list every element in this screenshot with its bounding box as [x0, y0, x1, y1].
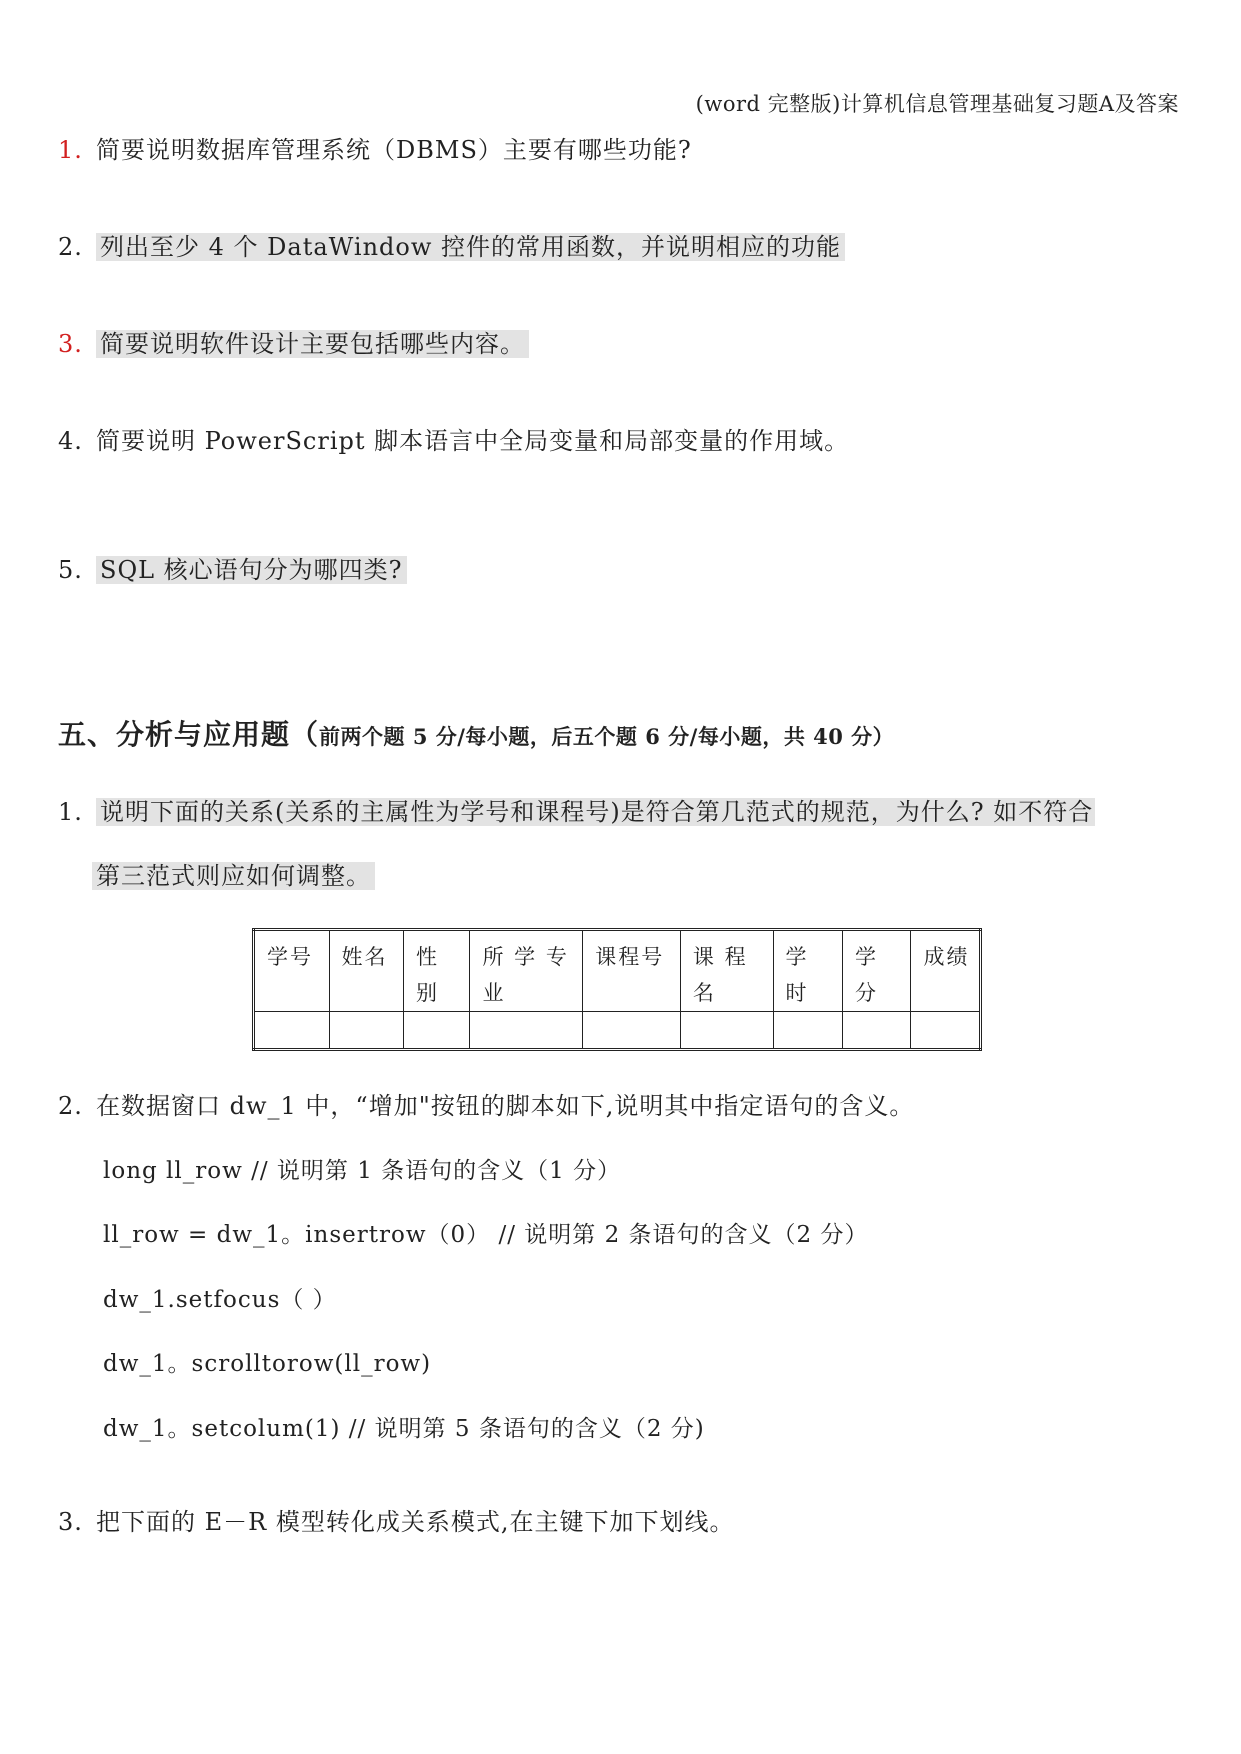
table-header-cell: 学 时 [773, 930, 842, 1012]
analysis-question-1-line-1 [58, 794, 1095, 830]
analysis-question-1-line-2 [92, 858, 375, 894]
table-header-cell: 成绩 [911, 930, 981, 1012]
analysis-question-3-text: 把下面的 E－R 模型转化成关系模式,在主键下加下划线。 [96, 1508, 735, 1536]
table-header-cell: 课 程 名 [680, 930, 773, 1012]
table-header-cell: 课程号 [583, 930, 681, 1012]
analysis-question-1-text: 说明下面的关系(关系的主属性为学号和课程号)是符合第几范式的规范，为什么? 如不符合 [96, 798, 1095, 826]
question-4 [58, 423, 849, 459]
table-cell [842, 1012, 910, 1050]
table-cell [404, 1012, 470, 1050]
analysis-question-2-text: 在数据窗口 dw_1 中，“增加"按钮的脚本如下,说明其中指定语句的含义。 [96, 1092, 915, 1120]
analysis-question-2-number: 2. [58, 1092, 83, 1120]
question-3 [58, 326, 529, 362]
analysis-question-1-number: 1. [58, 798, 83, 826]
page-header: (word 完整版)计算机信息管理基础复习题A及答案 [695, 92, 1179, 116]
question-2-text: 列出至少 4 个 DataWindow 控件的常用函数，并说明相应的功能 [96, 233, 845, 261]
relation-table [252, 928, 982, 1051]
table-row [254, 1012, 981, 1050]
table-header-cell: 学 分 [842, 930, 910, 1012]
code-line: dw_1。scrolltorow(ll_row) [103, 1351, 432, 1377]
table-header-cell: 所 学 专 业 [470, 930, 583, 1012]
table-cell [911, 1012, 981, 1050]
section-subtitle: 前两个题 5 分/每小题，后五个题 6 分/每小题，共 40 分） [319, 724, 895, 749]
question-4-number: 4. [58, 427, 83, 455]
analysis-question-3-number: 3. [58, 1508, 83, 1536]
code-line: dw_1。setcolum(1) // 说明第 5 条语句的含义（2 分) [103, 1416, 705, 1442]
code-line: dw_1.setfocus（ ） [103, 1287, 337, 1313]
question-5-text: SQL 核心语句分为哪四类? [96, 556, 407, 584]
question-1-number: 1. [58, 136, 83, 164]
table-header-cell: 姓名 [329, 930, 404, 1012]
table-cell [329, 1012, 404, 1050]
table-header-cell: 性 别 [404, 930, 470, 1012]
question-5 [58, 552, 407, 588]
analysis-question-1-text-cont: 第三范式则应如何调整。 [92, 862, 375, 890]
question-3-text: 简要说明软件设计主要包括哪些内容。 [96, 330, 529, 358]
table-cell [254, 1012, 330, 1050]
question-1-text: 简要说明数据库管理系统（DBMS）主要有哪些功能? [96, 136, 692, 164]
question-3-number: 3. [58, 330, 83, 358]
analysis-question-3 [58, 1504, 734, 1540]
table-cell [470, 1012, 583, 1050]
question-2 [58, 229, 845, 265]
question-4-text: 简要说明 PowerScript 脚本语言中全局变量和局部变量的作用域。 [96, 427, 850, 455]
table-header-row [254, 930, 981, 1012]
analysis-question-2 [58, 1088, 914, 1124]
table-cell [773, 1012, 842, 1050]
question-5-number: 5. [58, 556, 83, 584]
code-line: ll_row = dw_1。insertrow（0） // 说明第 2 条语句的含义（2 分） [103, 1222, 869, 1248]
code-line: long ll_row // 说明第 1 条语句的含义（1 分） [103, 1158, 622, 1184]
section-heading [58, 713, 894, 753]
question-2-number: 2. [58, 233, 83, 261]
table-header-cell: 学号 [254, 930, 330, 1012]
table-cell [583, 1012, 681, 1050]
question-1 [58, 132, 692, 168]
section-title: 五、分析与应用题（ [58, 718, 320, 751]
table-cell [680, 1012, 773, 1050]
